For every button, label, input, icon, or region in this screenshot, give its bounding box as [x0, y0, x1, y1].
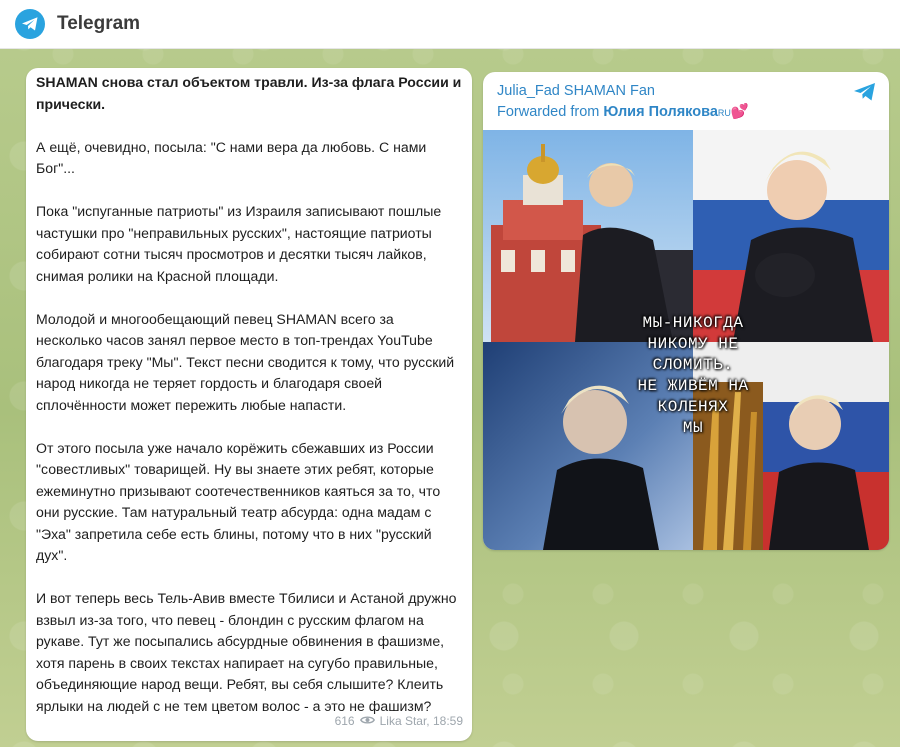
- app-header: [0, 0, 900, 49]
- post-paragraph: Пока "испуганные патриоты" из Израиля записывают пошлые частушки про "неправильных русских", настоящие патриоты собирают сотни тысяч просмотров и десятки тысяч лайков, снимая ролики на Красной площади.: [36, 203, 442, 284]
- app-title: Telegram: [57, 13, 141, 34]
- author-time: Lika Star, 18:59: [379, 713, 463, 728]
- channel-name[interactable]: Julia_Fad SHAMAN Fan: [497, 83, 655, 99]
- message-meta: [335, 711, 463, 733]
- forward-header: [483, 72, 889, 130]
- telegram-logo-icon[interactable]: [15, 9, 45, 39]
- telegram-plane-icon[interactable]: [853, 82, 877, 107]
- post-paragraph: И вот теперь весь Тель-Авив вместе Тбилиси и Астаной дружно взвыл из-за того, что певец - блондин с русским флагом на рукаве. Тут же посыпались абсурдные обвинения в фашизме, хотя парень в своих текстах напирает на сугубо правильные, объединяющие народ вещи. Ребят, вы себя слышите? Клеить ярлыки на людей с не тем цветом волос - а это не фашизм?: [36, 590, 457, 714]
- caption-line: МЫ: [682, 419, 704, 437]
- post-paragraph: Молодой и многообещающий певец SHAMAN всего за несколько часов занял первое место в топ-трендах YouTube благодаря треку "Мы". Текст песни сводится к тому, что русский народ никогда не теряет гордость и благодаря своей сплочённости может пережить любые напасти.: [36, 310, 455, 413]
- photo-cathedral: [483, 130, 693, 342]
- caption-line: КОЛЕНЯХ: [657, 398, 729, 416]
- forwarded-message[interactable]: [483, 72, 889, 550]
- post-paragraph: От этого посыла уже начало корёжить сбежавших из России "совестливых" товарищей. Ну вы знаете этих ребят, которые ежеминутно призывают соотечественников каяться за то, что они русские. Там натуральный театр абсурда: одна мадам с "Эха" запретила себе есть блины, потому что в них "русский дух".: [36, 439, 441, 563]
- caption-line: НЕ ЖИВЁМ НА: [637, 377, 749, 395]
- eye-icon: [360, 711, 375, 733]
- forwarded-from: [497, 102, 875, 124]
- post-paragraph: А ещё, очевидно, посыла: "С нами вера да любовь. С нами Бог"...: [36, 138, 427, 176]
- caption-line: СЛОМИТЬ.: [652, 356, 734, 374]
- forwarded-from-name[interactable]: Юлия Полякова: [603, 104, 718, 120]
- view-count: 616: [334, 713, 355, 728]
- forwarded-from-suffix: RU: [717, 108, 731, 118]
- photo-caption: [603, 313, 783, 439]
- heart-emoji: 💕: [730, 104, 749, 120]
- photo-flag-pointing: [693, 130, 889, 342]
- forwarded-from-prefix: Forwarded from: [497, 104, 604, 120]
- caption-line: НИКОМУ НЕ: [647, 335, 739, 353]
- post-headline: SHAMAN снова стал объектом травли. Из-за флага России и прически.: [36, 74, 462, 112]
- photo-collage[interactable]: [483, 130, 889, 550]
- caption-line: МЫ-НИКОГДА: [642, 314, 744, 332]
- message-bubble: [26, 68, 472, 741]
